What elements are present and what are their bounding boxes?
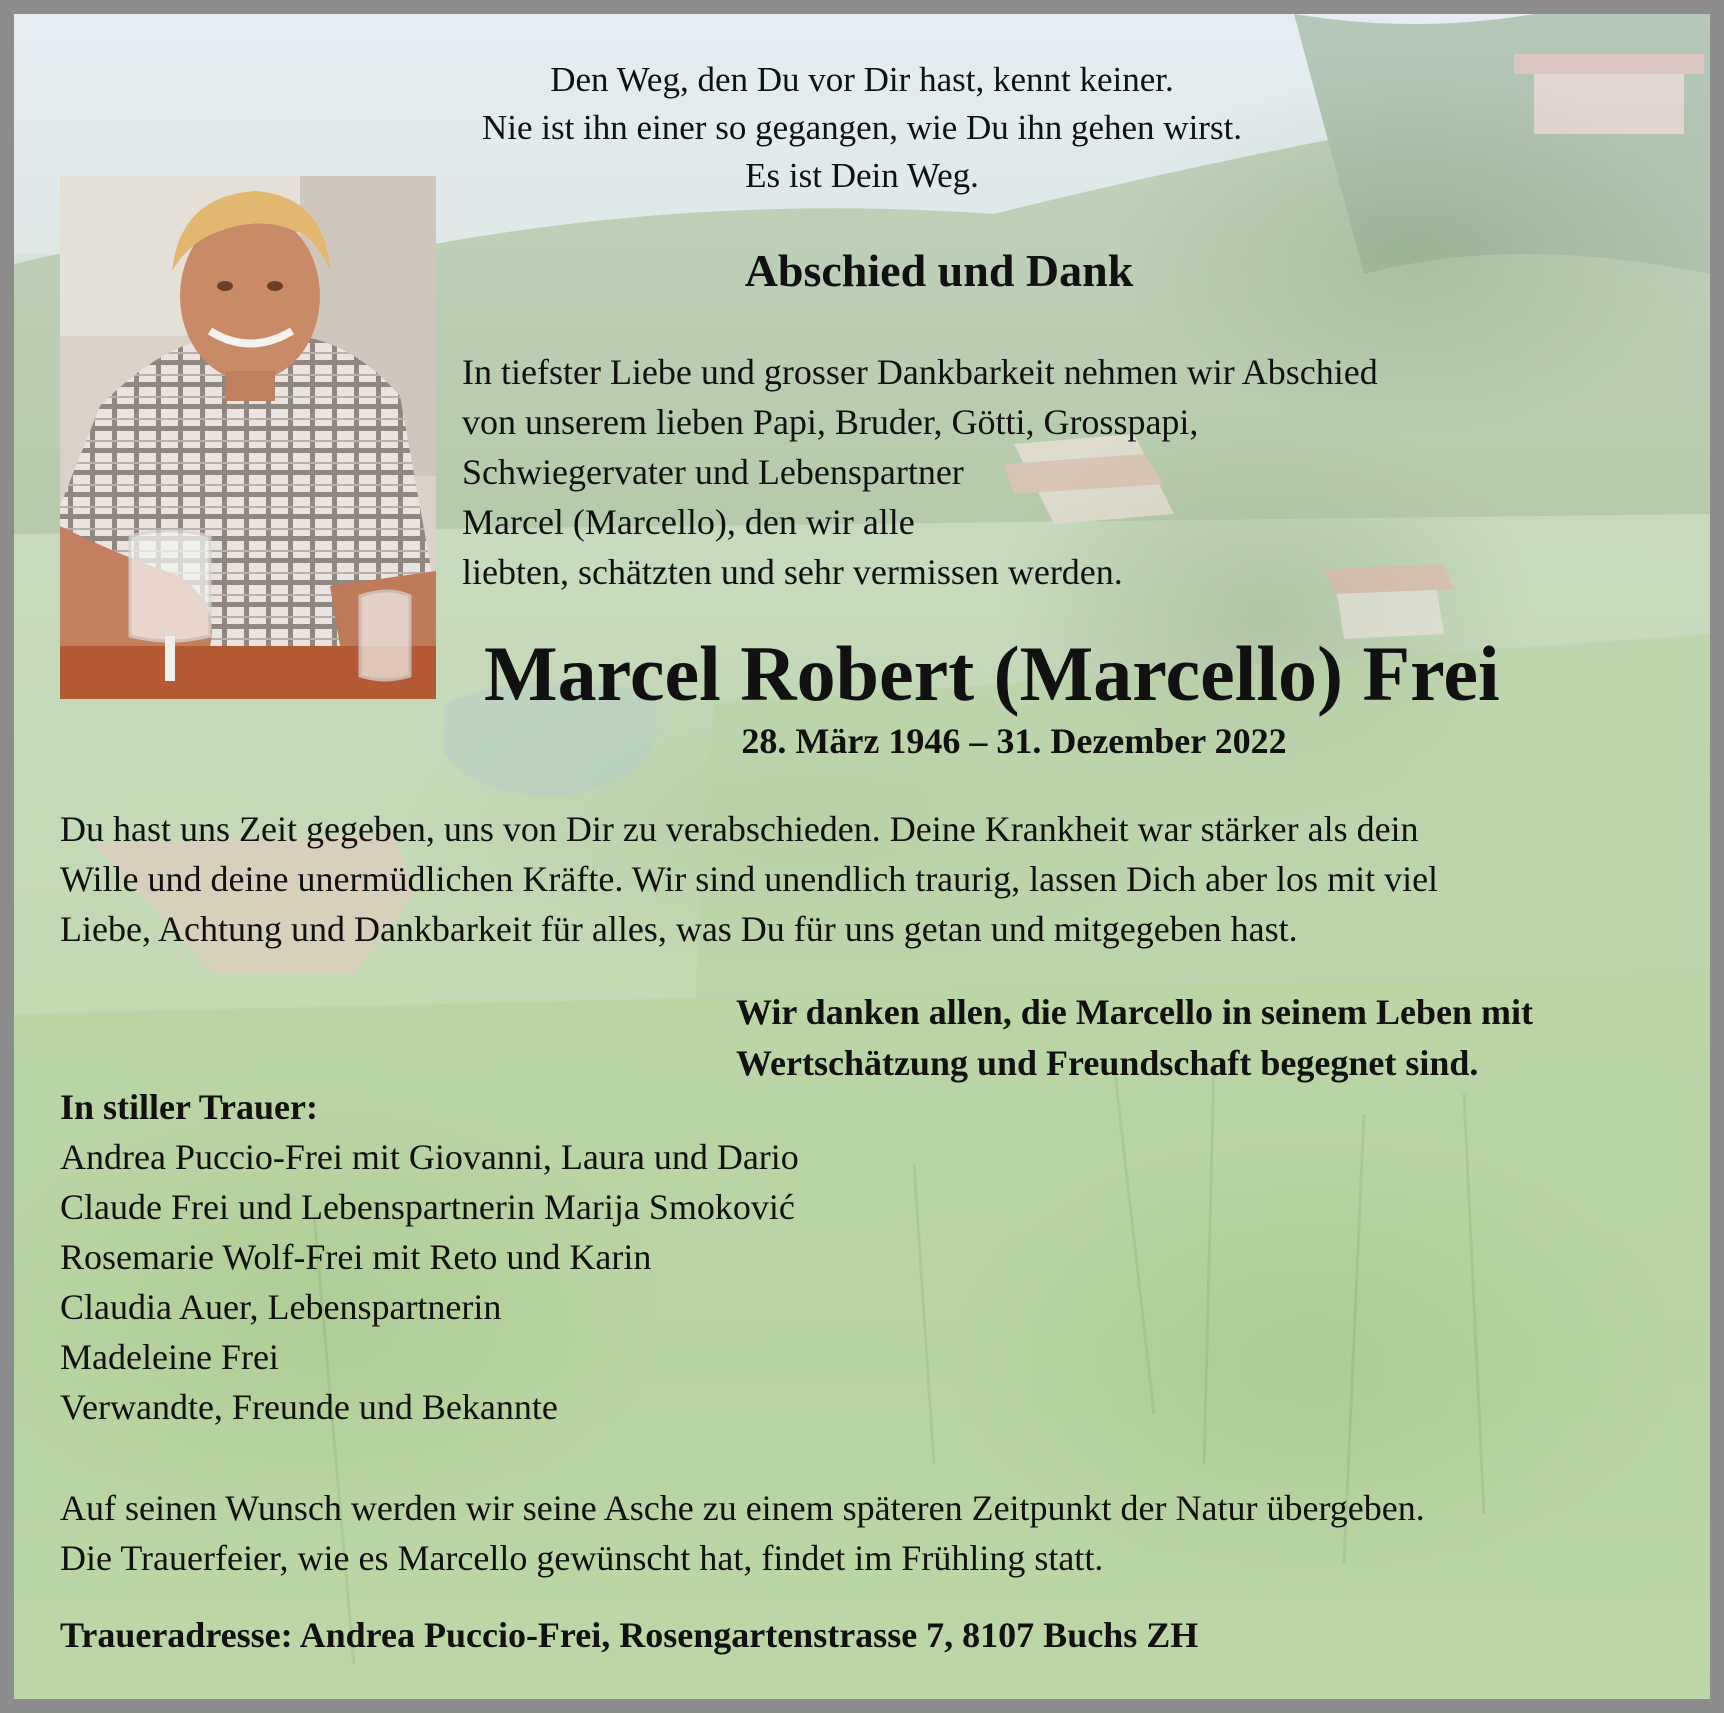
farewell-heading: Abschied und Dank — [744, 245, 1134, 296]
farewell-message — [60, 804, 1700, 954]
ceremony-line: Die Trauerfeier, wie es Marcello gewünscht hat, findet im Frühling statt. — [60, 1538, 1104, 1578]
intro-line: In tiefster Liebe und grosser Dankbarkeit nehmen wir Abschied — [462, 352, 1378, 392]
life-dates: 28. März 1946 – 31. Dezember 2022 — [741, 721, 1287, 761]
obituary-card — [14, 14, 1710, 1699]
message-line: Liebe, Achtung und Dankbarkeit für alles, was Du für uns getan und mitgegeben hast. — [60, 909, 1298, 949]
poem-line: Nie ist ihn einer so gegangen, wie Du ihn gehen wirst. — [481, 108, 1243, 147]
poem-line: Es ist Dein Weg. — [745, 156, 979, 195]
thanks-line: Wertschätzung und Freundschaft begegnet sind. — [736, 1043, 1479, 1083]
intro-paragraph — [462, 347, 1662, 597]
mourners-heading: In stiller Trauer: — [60, 1087, 318, 1127]
mourner-entry: Rosemarie Wolf-Frei mit Reto und Karin — [60, 1237, 652, 1277]
mourner-entry: Claude Frei und Lebenspartnerin Marija Smoković — [60, 1187, 795, 1227]
portrait-photo — [60, 176, 436, 699]
intro-line: Schwiegervater und Lebenspartner — [462, 452, 964, 492]
poem-line: Den Weg, den Du vor Dir hast, kennt keiner. — [550, 60, 1174, 99]
intro-line: liebten, schätzten und sehr vermissen werden. — [462, 552, 1123, 592]
portrait-illustration — [60, 176, 436, 699]
ceremony-notice — [60, 1483, 1700, 1583]
intro-line: von unserem lieben Papi, Bruder, Götti, Grosspapi, — [462, 402, 1199, 442]
mourning-address: Traueradresse: Andrea Puccio-Frei, Rosengartenstrasse 7, 8107 Buchs ZH — [60, 1615, 1199, 1655]
intro-line: Marcel (Marcello), den wir alle — [462, 502, 915, 542]
ceremony-line: Auf seinen Wunsch werden wir seine Asche zu einem späteren Zeitpunkt der Natur übergeben. — [60, 1488, 1425, 1528]
deceased-name: Marcel Robert (Marcello) Frei — [484, 630, 1500, 717]
mourner-entry: Madeleine Frei — [60, 1337, 279, 1377]
mourners-list — [60, 1082, 1160, 1432]
message-line: Wille und deine unermüdlichen Kräfte. Wir sind unendlich traurig, lassen Dich aber los mit viel — [60, 859, 1439, 899]
message-line: Du hast uns Zeit gegeben, uns von Dir zu verabschieden. Deine Krankheit war stärker als dein — [60, 809, 1419, 849]
mourner-entry: Andrea Puccio-Frei mit Giovanni, Laura und Dario — [60, 1137, 799, 1177]
thanks-statement — [736, 987, 1696, 1089]
mourner-entry: Verwandte, Freunde und Bekannte — [60, 1387, 558, 1427]
thanks-line: Wir danken allen, die Marcello in seinem Leben mit — [736, 992, 1534, 1032]
mourner-entry: Claudia Auer, Lebenspartnerin — [60, 1287, 502, 1327]
